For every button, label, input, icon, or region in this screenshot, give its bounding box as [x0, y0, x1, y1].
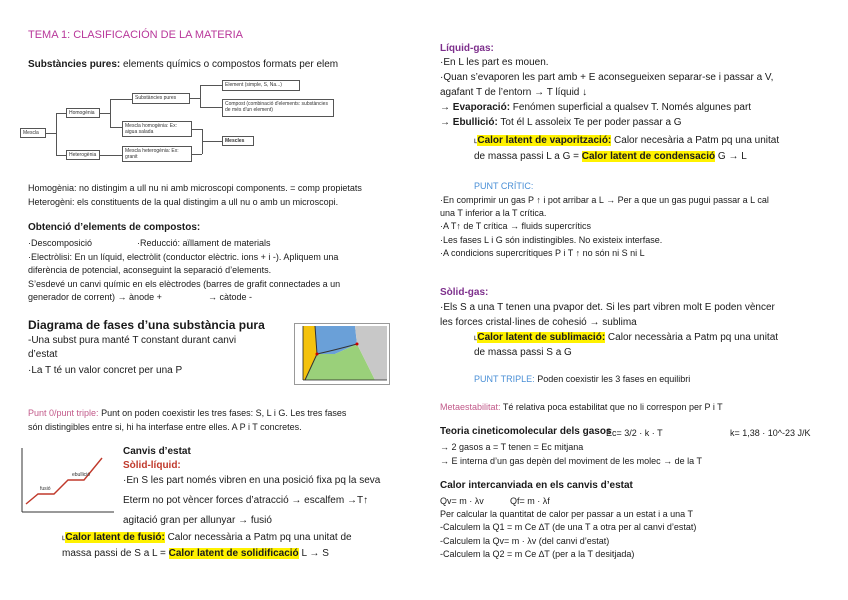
evaporacio-text: Fenómen superficial a qualsev T. Només algunes part [510, 102, 752, 113]
heating-curve-svg [18, 446, 116, 516]
liquid-gas-title: Líquid-gas: [440, 43, 494, 54]
punt-triple-label: PUNT TRIPLE: [474, 374, 535, 384]
latent-sub-text: Calor necessària a Patm pq una unitat [605, 332, 779, 343]
obtencio-line1a: ·Descomposició [28, 238, 93, 248]
latent-sub-arrow: ˪ [474, 332, 478, 343]
tree-line [192, 129, 202, 130]
ebullicio-label: → Ebullició: [440, 117, 498, 128]
calor-title: Calor intercanviada en els canvis d’estat [440, 480, 633, 491]
tree-line [56, 155, 66, 156]
tree-line [56, 113, 57, 155]
tree-line [190, 98, 200, 99]
obtencio-line2: ·Electròlisi: En un líquid, electròlit (conductor elèctric. ions + i -). Apliquem una [28, 252, 339, 262]
liquid-gas-line2: ·Quan s’evaporen les part amb + E aconsegueixen separar-se i passar a V, [440, 72, 774, 83]
punt-critic-title: PUNT CRÍTIC: [474, 181, 534, 191]
pures-line [28, 58, 338, 72]
tree-line [200, 85, 201, 107]
obtencio-line4: S’esdevé un canvi químic en els elèctrodes (barres de grafit connectades a un [28, 279, 341, 289]
canvis-line1: ·En S les part només vibren en una posició fixa pq la seva [123, 475, 381, 486]
obtencio-line3: diferència de potencial, aconseguint la separació d’elements. [28, 265, 272, 275]
tree-hetero-mix: Mescla heterogènia: Ex: granit [122, 146, 192, 162]
pures-text: elements químics o compostos formats per elem [123, 59, 339, 70]
tree-line [200, 85, 222, 86]
latent-vap-text: Calor necesària a Patm pq una unitat [611, 135, 780, 146]
page-title: TEMA 1: CLASIFICACIÓN DE LA MATERIA [28, 29, 243, 41]
latent-fusio-label: Calor latent de fusió: [65, 532, 165, 543]
teoria-line2: → E interna d’un gas depèn del moviment de les molec → de la T [440, 456, 702, 466]
tree-line [110, 99, 111, 127]
tree-pure: Substàncies pures [132, 93, 190, 104]
punt-triple-line [474, 373, 690, 385]
latent-sub-label: Calor latent de sublimació: [477, 332, 606, 343]
solid-gas-line2: les forces cristal·lines de cohesió → sublima [440, 317, 637, 328]
latent-solid-label: Calor latent de solidificació [168, 548, 299, 559]
latent-cond-text: G → L [715, 151, 747, 162]
diagrama-line1: -Una subst pura manté T constant durant canvi [28, 335, 237, 346]
latent-vap-line2 [474, 150, 747, 164]
punt-critic-line1: ·En comprimir un gas P ↑ i pot arribar a L → Per a que un gas pugui passar a L cal [440, 195, 769, 205]
punt-critic-line5: ·A condicions supercrítiques P i T ↑ no són ni S ni L [440, 248, 645, 258]
punt-triple-text: Poden coexistir les 3 fases en equilibri [534, 374, 691, 384]
latent-sub-line2: de massa passi S a G [474, 347, 572, 358]
calor-line4: -Calculem la Q2 = m Ce ∆T (per a la T desitjada) [440, 549, 635, 559]
latent-sub-line1 [474, 331, 778, 345]
solid-gas-title: Sòlid-gas: [440, 287, 489, 298]
solid-gas-line1: ·Els S a una T tenen una pvapor det. Si les part vibren molt E poden vèncer [440, 302, 775, 313]
punt-critic-line3: ·A T↑ de T crítica → fluids supercrítics [440, 221, 592, 231]
metaestabilitat-line [440, 401, 723, 413]
teoria-title: Teoria cineticomolecular dels gasos [440, 426, 612, 437]
evaporacio-label: → Evaporació: [440, 102, 511, 113]
pures-label: Substàncies pures: [28, 59, 121, 70]
canvis-sub: Sòlid-líquid: [123, 460, 181, 471]
latent-vap-text2: de massa passi L a G = [474, 151, 582, 162]
latent-cond-label: Calor latent de condensació [581, 151, 716, 162]
latent-fusio-text: Calor necessària a Patm pq una unitat de [164, 532, 352, 543]
canvis-title: Canvis d’estat [123, 446, 191, 457]
tree-mescles: Mescles [222, 136, 254, 146]
ebullicio-text: Tot él L assoleix Te per poder passar a G [497, 117, 682, 128]
latent-fusio-text2: massa passi de S a L = [62, 548, 169, 559]
punt-critic-line4: ·Les fases L i G són indistingibles. No existeix interfase. [440, 235, 663, 245]
evaporacio-line [440, 101, 751, 115]
heterogenia-def: Heterogèni: els constituents de la qual distingim a ull nu o amb un microscopi. [28, 197, 339, 207]
diagrama-line2: d’estat [28, 349, 58, 360]
calor-formula2: Qf= m · λf [510, 496, 550, 506]
latent-vap-label: Calor latent de vaporització: [477, 135, 612, 146]
diagrama-line3: ·La T té un valor concret per una P [28, 365, 183, 376]
obtencio-line5b: → càtode - [208, 292, 253, 302]
tree-homo-mix: Mescla homogènia: Ex: aigua salada [122, 121, 192, 137]
phase-diagram-image [294, 323, 390, 385]
liquid-gas-line1: ·En L les part es mouen. [440, 57, 549, 68]
tree-line [110, 127, 122, 128]
teoria-k: k= 1,38 · 10^-23 J/K [730, 428, 811, 438]
latent-fusio-line1 [62, 531, 352, 545]
canvis-line2: Eterm no pot vèncer forces d’atracció → escalfem →T↑ [123, 495, 369, 506]
metaestabilitat-label: Metaestabilitat: [440, 402, 501, 412]
tree-line [202, 141, 222, 142]
obtencio-line1b: ·Reducció: aïllament de materials [137, 238, 271, 248]
punt-critic-line2: una T inferior a la T crítica. [440, 208, 547, 218]
calor-formula1: Qv= m · λv [440, 496, 484, 506]
calor-line3: -Calculem la Qv= m · λv (del canvi d’estat) [440, 536, 610, 546]
tree-line [100, 155, 122, 156]
latent-fusio-arrow: ˪ [62, 532, 66, 543]
latent-vap-arrow: ˪ [474, 135, 478, 146]
phase-diagram-svg [295, 324, 389, 384]
tree-compost: Compost (combinació d'elements: substàncies de més d'un element) [222, 99, 334, 117]
latent-fusio-line2 [62, 547, 329, 561]
metaestabilitat-text: Té relativa poca estabilitat que no li correspon per P i T [500, 402, 723, 412]
teoria-line1: → 2 gasos a = T tenen = Ec mitjana [440, 442, 584, 452]
tree-line [56, 113, 66, 114]
punt0-line1 [28, 407, 346, 419]
tree-hetero: Heterogènia [66, 150, 100, 160]
obtencio-line5a: generador de corrent) → ànode + [28, 292, 162, 302]
punt0-text2: són distingibles entre si, hi ha interfase entre elles. A P i T concretes. [28, 422, 302, 432]
heating-curve [18, 446, 116, 516]
diagrama-title: Diagrama de fases d’una substància pura [28, 318, 265, 332]
teoria-formula: Ec= 3/2 · k · T [606, 428, 663, 438]
homogenia-def: Homogènia: no distingim a ull nu ni amb microscopi components. = comp propietats [28, 183, 362, 193]
tree-homo: Homogènia [66, 108, 100, 118]
tree-line [46, 133, 56, 134]
obtencio-title: Obtenció d’elements de compostos: [28, 222, 201, 233]
tree-root: Mescla [20, 128, 46, 138]
tree-element: Element (simple, S, Na...) [222, 80, 300, 91]
latent-solid-text: L → S [298, 548, 329, 559]
tree-line [110, 99, 132, 100]
heating-label-1: fusió [40, 486, 51, 492]
canvis-line3: agitació gran per allunyar → fusió [123, 515, 272, 526]
punt0-label: Punt 0/punt triple: [28, 408, 99, 418]
liquid-gas-line3: agafant T de l’entorn → T líquid ↓ [440, 87, 588, 98]
tree-line [200, 107, 222, 108]
latent-vap-line1 [474, 134, 779, 148]
calor-line2: -Calculem la Q1 = m Ce ∆T (de una T a otra per al canvi d’estat) [440, 522, 697, 532]
tree-line [192, 154, 202, 155]
heating-label-2: ebullició [72, 472, 91, 478]
tree-line [100, 113, 110, 114]
punt0-text1: Punt on poden coexistir les tres fases: S, L i G. Les tres fases [101, 408, 347, 418]
calor-line1: Per calcular la quantitat de calor per passar a un estat i a una T [440, 509, 693, 519]
ebullicio-line [440, 116, 682, 130]
